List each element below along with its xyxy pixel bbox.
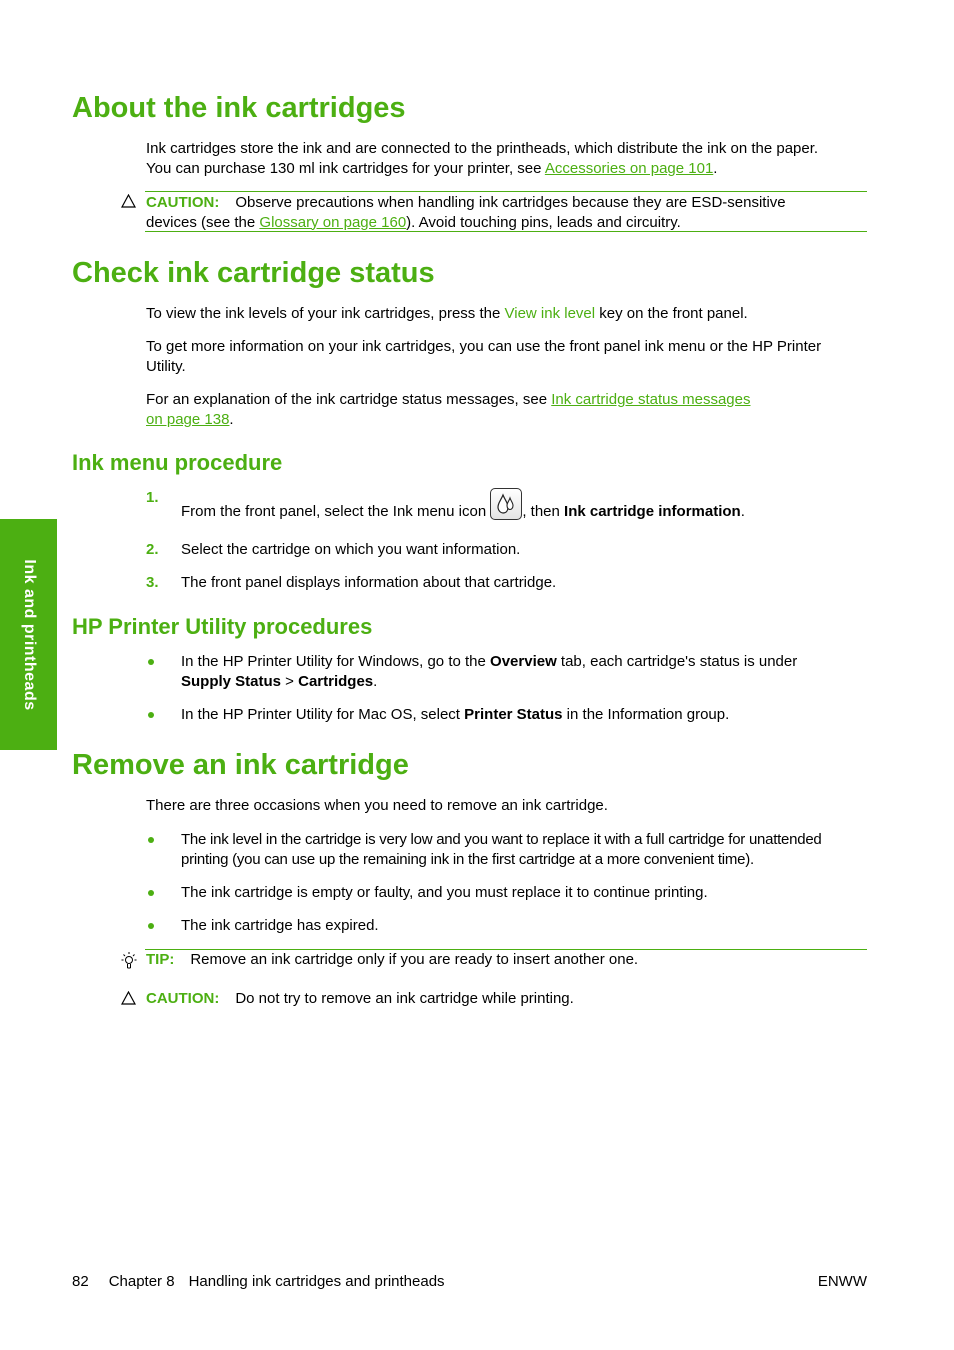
step-2: Select the cartridge on which you want information. xyxy=(181,541,521,558)
about-paragraph: Ink cartridges store the ink and are connected to the printheads, which distribute the ink on the paper. You can purchase 130 ml ink cartridges for your printer, see Accessories on page 101. xyxy=(146,140,819,177)
step-number: 2. xyxy=(146,541,159,558)
heading-remove-cartridge: Remove an ink cartridge xyxy=(72,749,409,781)
remove-bullet-3: The ink cartridge has expired. xyxy=(181,917,379,934)
side-chapter-tab xyxy=(0,519,57,750)
heading-check-status: Check ink cartridge status xyxy=(72,257,435,289)
side-tab-label: Ink and printheads xyxy=(20,558,38,711)
remove-bullet-1: The ink level in the cartridge is very low and you want to replace it with a full cartridge for unattended printing (you can use up the remaining ink in the first cartridge at a more convenient time). xyxy=(181,831,822,868)
footer-left xyxy=(72,1273,445,1290)
status-paragraph-2: To get more information on your ink cartridges, you can use the front panel ink menu or the HP Printer Utility. xyxy=(146,338,822,375)
chapter-title: Handling ink cartridges and printheads xyxy=(188,1273,445,1290)
footer-locale: ENWW xyxy=(817,1273,867,1290)
caution-triangle-icon xyxy=(121,194,136,208)
chapter-number: Chapter 8 xyxy=(108,1273,175,1290)
remove-intro: There are three occasions when you need to remove an ink cartridge. xyxy=(146,797,608,814)
bullet-icon xyxy=(148,712,154,718)
status-paragraph-3: For an explanation of the ink cartridge status messages, see Ink cartridge status messages on page 138. xyxy=(146,391,751,428)
caution-triangle-icon xyxy=(121,991,136,1005)
link-glossary[interactable]: Glossary on page 160 xyxy=(259,213,407,231)
utility-item-windows: In the HP Printer Utility for Windows, go to the Overview tab, each cartridge's status is under Supply Status > Cartridges. xyxy=(181,653,798,690)
step-3: The front panel displays information about that cartridge. xyxy=(181,574,557,591)
link-page-138[interactable]: on page 138 xyxy=(146,410,230,428)
heading-utility-procedures: HP Printer Utility procedures xyxy=(72,614,373,639)
heading-about-ink-cartridges: About the ink cartridges xyxy=(72,92,406,124)
bullet-icon xyxy=(148,837,154,843)
bullet-icon xyxy=(148,923,154,929)
remove-bullet-2: The ink cartridge is empty or faulty, and you must replace it to continue printing. xyxy=(181,884,708,901)
caution-top-rule xyxy=(145,191,867,192)
caution-bottom-rule xyxy=(145,231,867,232)
page-number: 82 xyxy=(72,1273,89,1290)
caution-note: CAUTION: Observe precautions when handling ink cartridges because they are ESD-sensitive devices (see the Glossary on page 160). Avoid touching pins, leads and circuitry. xyxy=(146,194,786,231)
ink-menu-icon xyxy=(490,488,522,520)
tip-lightbulb-icon xyxy=(120,951,138,971)
caution-label: CAUTION: xyxy=(146,194,220,211)
utility-item-mac: In the HP Printer Utility for Mac OS, select Printer Status in the Information group. xyxy=(181,706,730,723)
link-status-messages[interactable]: Ink cartridge status messages xyxy=(551,391,751,408)
bullet-icon xyxy=(148,890,154,896)
step-1: From the front panel, select the Ink menu icon , then Ink cartridge information. xyxy=(181,488,881,528)
caution-label: CAUTION: xyxy=(146,990,220,1007)
tip-note: TIP: Remove an ink cartridge only if you are ready to insert another one. xyxy=(146,951,639,968)
status-paragraph-1: To view the ink levels of your ink cartridges, press the View ink level key on the front panel. xyxy=(146,305,748,322)
link-accessories[interactable]: Accessories on page 101 xyxy=(544,159,714,177)
step-number: 3. xyxy=(146,574,159,591)
bullet-icon xyxy=(148,659,154,665)
caution-note-2: CAUTION: Do not try to remove an ink cartridge while printing. xyxy=(146,990,574,1007)
heading-ink-menu-procedure: Ink menu procedure xyxy=(72,450,283,475)
tip-label: TIP: xyxy=(146,951,175,968)
view-ink-level-key: View ink level xyxy=(504,305,596,322)
step-number: 1. xyxy=(146,489,159,506)
